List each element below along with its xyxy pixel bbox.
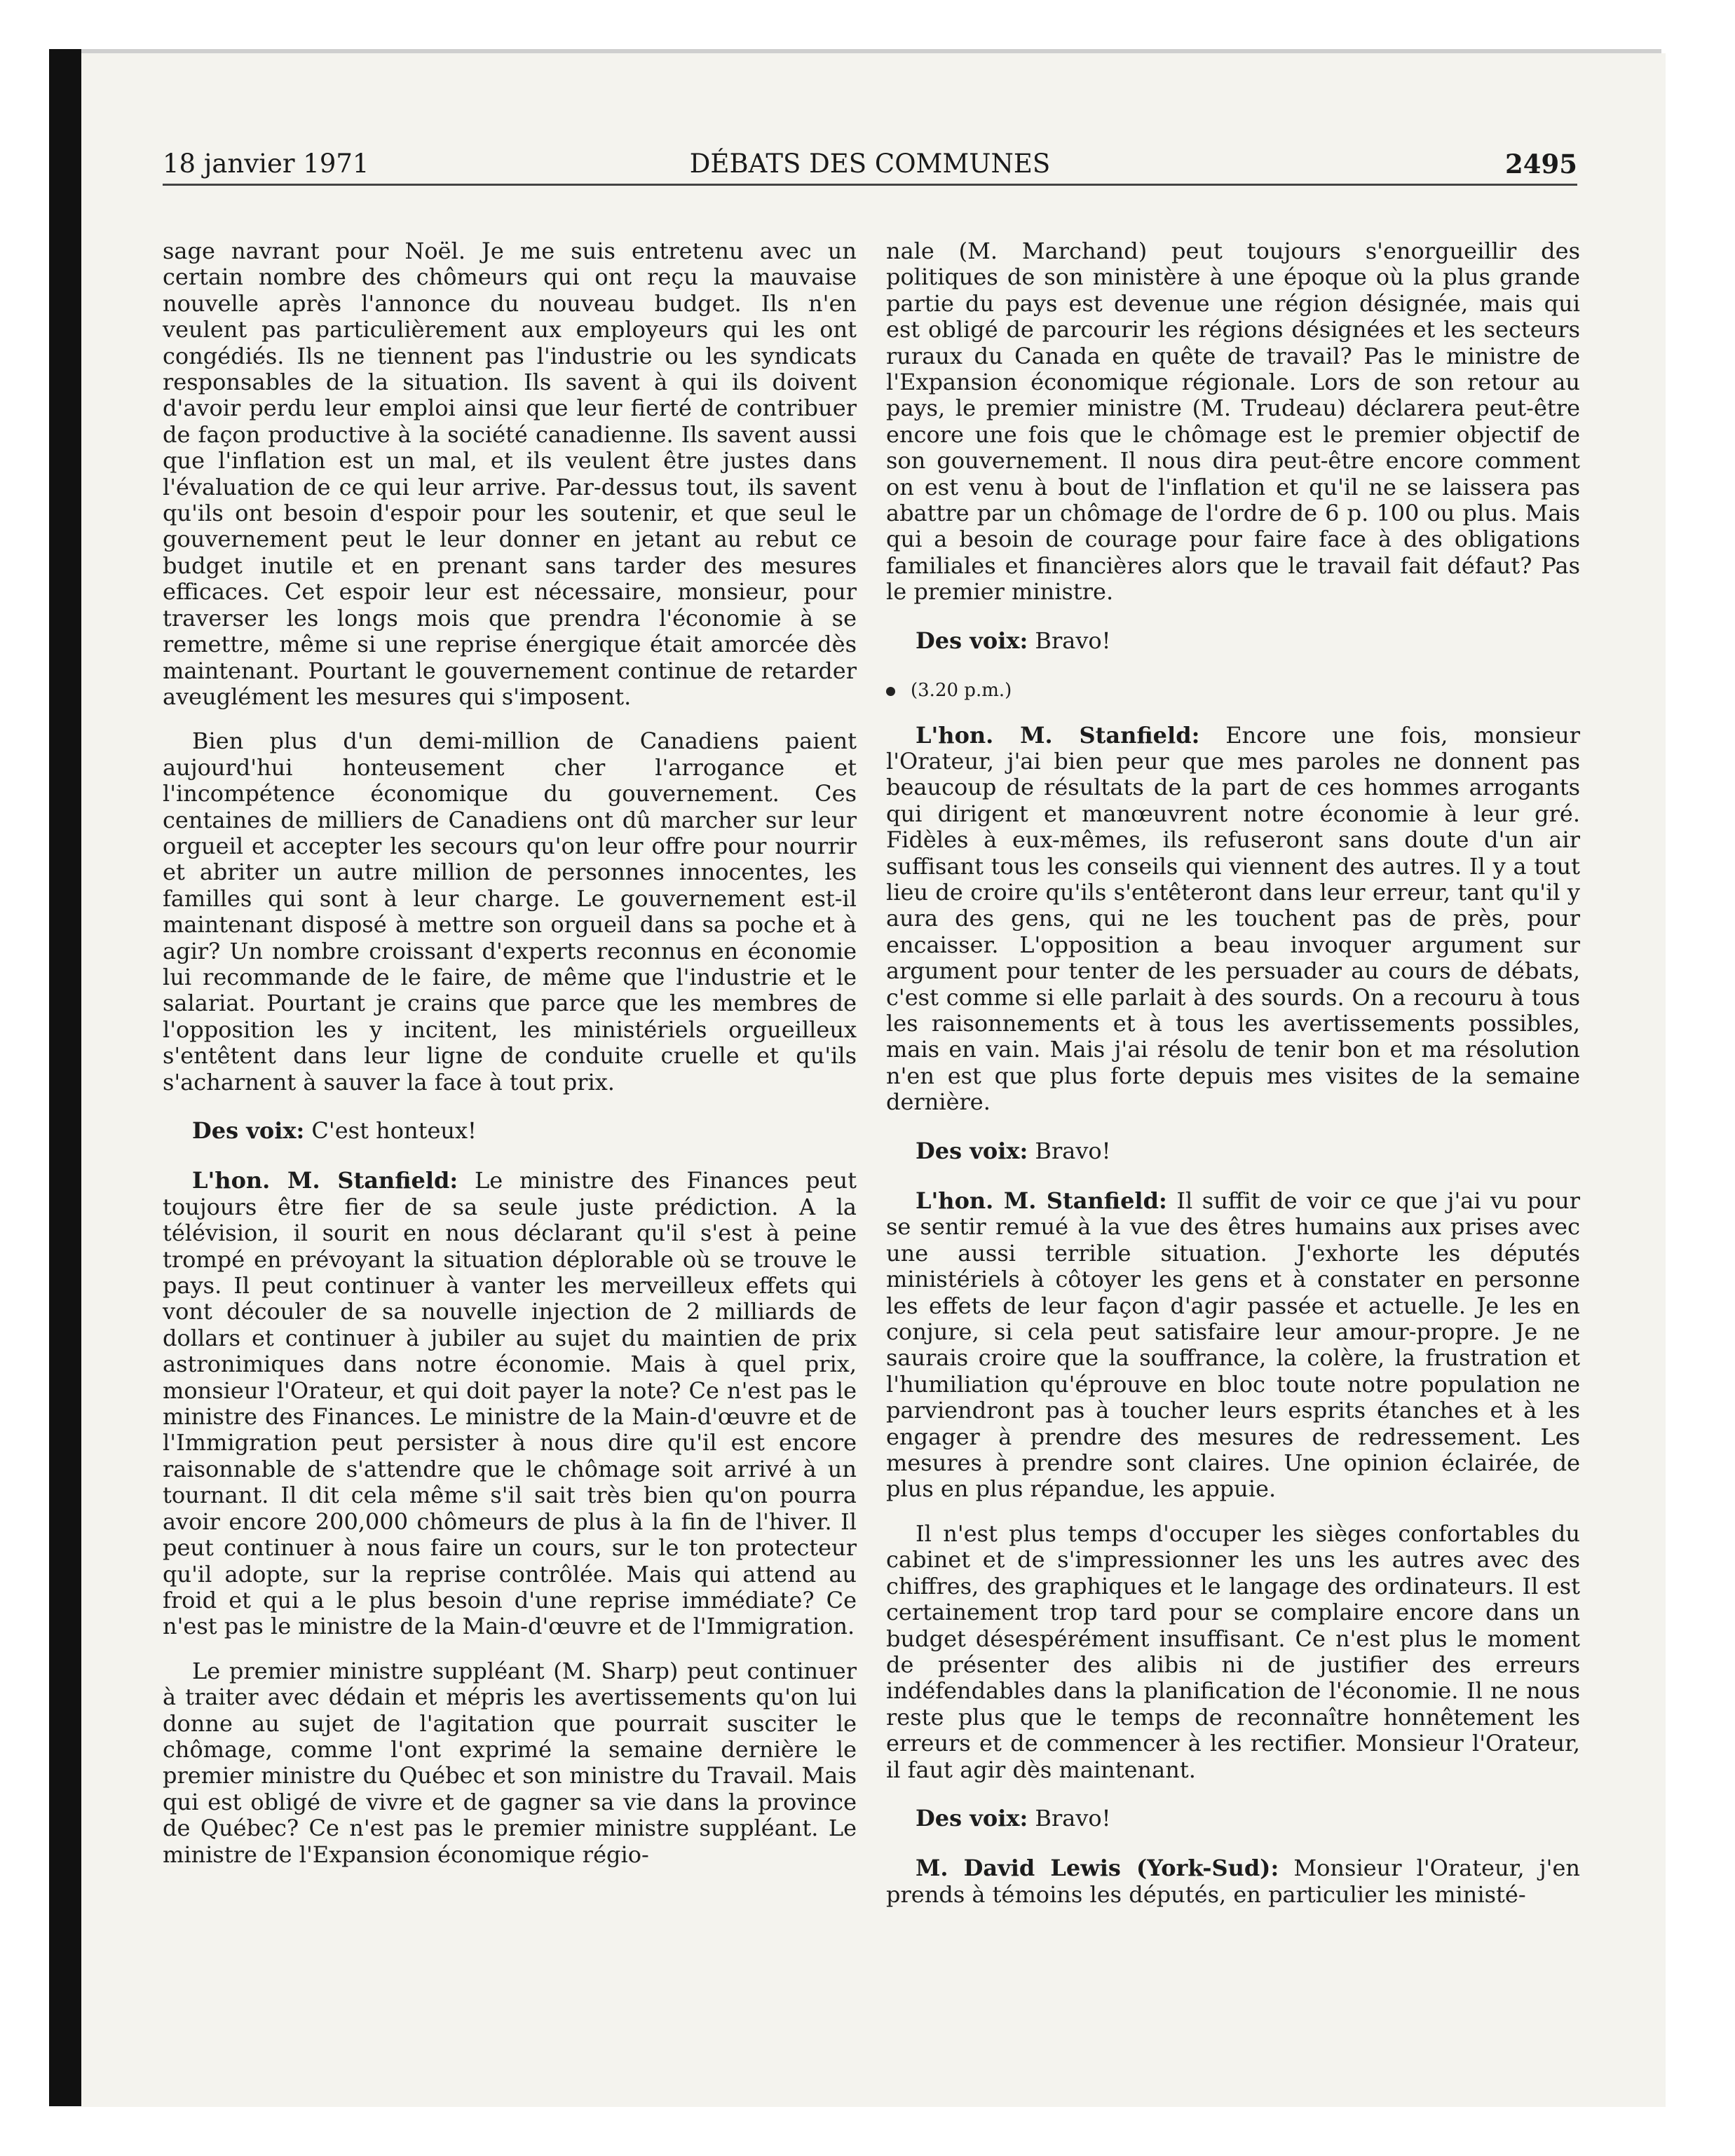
header-title: DÉBATS DES COMMUNES — [689, 149, 1051, 179]
speaker-name: Des voix: — [916, 1804, 1028, 1831]
speaker-name: Des voix: — [192, 1117, 305, 1144]
paragraph: nale (M. Marchand) peut toujours s'enorgueillir des politiques de son ministère à une époque où la plus grande partie du pays est devenue une région désignée, mais qui est obligé de parcourir les régions désignées et les secteurs ruraux du Canada en quête de travail? Pas le ministre de l'Expansion économique régionale. Lors de son retour au pays, le premier ministre (M. Trudeau) déclarera peut-être encore une fois que le chômage est le premier objectif de son gouvernement. Il nous dira peut-être encore comment on est venu à bout de l'inflation et qu'il ne se laissera pas abattre par un chômage de l'ordre de 6 p. 100 ou plus. Mais qui a besoin de courage pour faire face à des obligations familiales et financières alors que le travail fait défaut? Pas le premier ministre. — [886, 238, 1580, 606]
speech-paragraph — [886, 723, 1580, 1116]
speech-paragraph — [163, 1168, 857, 1639]
interjection-text: Bravo! — [1035, 1804, 1111, 1831]
scan-edge-left — [49, 49, 81, 2106]
interjection-text: Bravo! — [1035, 1137, 1111, 1164]
speech-text: Encore une fois, monsieur l'Orateur, j'ai bien peur que mes paroles ne donnent pas beaucoup de résultats de la part de ces hommes arrogants qui dirigent et manœuvrent notre économie à leur gré. Fidèles à eux-mêmes, ils refuseront sans doute d'un air suffisant tous les conseils qui viennent des autres. Il y a tout lieu de croire qu'ils s'entêteront dans leur erreur, tant qu'il y aura des gens, qui ne les touchent pas de près, pour encaisser. L'opposition a beau invoquer argument sur argument pour tenter de les persuader au cours de débats, c'est comme si elle parlait à des sourds. On a recouru à tous les raisonnements et à tous les avertissements possibles, mais en vain. Mais j'ai résolu de tenir bon et ma résolution n'en est que plus forte depuis mes visites de la semaine dernière. — [886, 721, 1581, 1116]
speaker-name: M. David Lewis (York-Sud): — [916, 1855, 1279, 1882]
interjection — [163, 1118, 857, 1144]
header-page-number: 2495 — [1505, 149, 1577, 179]
interjection-text: Bravo! — [1035, 627, 1111, 654]
speech-paragraph — [886, 1855, 1580, 1908]
bullet-icon — [886, 687, 895, 696]
speaker-name: Des voix: — [916, 1137, 1028, 1164]
interjection — [886, 1138, 1580, 1164]
speaker-name: Des voix: — [916, 627, 1028, 654]
paragraph: sage navrant pour Noël. Je me suis entretenu avec un certain nombre des chômeurs qui ont reçu la mauvaise nouvelle après l'annonce du nouveau budget. Ils n'en veulent pas particulièrement aux employeurs qui les ont congédiés. Ils ne tiennent pas l'industrie ou les syndicats responsables de la situation. Ils savent à qui ils doivent d'avoir perdu leur emploi ainsi que leur fierté de contribuer de façon productive à la société canadienne. Ils savent aussi que l'inflation est un mal, et ils veulent être justes dans l'évaluation de ce qui leur arrive. Par-dessus tout, ils savent qu'ils ont besoin d'espoir pour les soutenir, et que seul le gouvernement peut le leur donner en jetant au rebut ce budget inutile et en prenant sans tarder des mesures efficaces. Cet espoir leur est nécessaire, monsieur, pour traverser les longs mois que prendra l'économie à se remettre, même si une reprise énergique était amorcée dès maintenant. Pourtant le gouvernement continue de retarder aveuglément les mesures qui s'imposent. — [163, 238, 857, 710]
speech-text: Il suffit de voir ce que j'ai vu pour se sentir remué à la vue des êtres humains aux prises avec une aussi terrible situation. J'exhorte les députés ministériels à côtoyer les gens et à constater en personne les effets de leur façon d'agir passée et actuelle. Je les en conjure, si cela peut satisfaire leur amour-propre. Je ne saurais croire que la souffrance, la colère, la frustration et l'humiliation qu'éprouve en bloc toute notre population ne parviendront pas à toucher leurs esprits étanches et à les engager à prendre des mesures de redressement. Les mesures à prendre sont claires. Une opinion éclairée, de plus en plus répandue, les appuie. — [886, 1187, 1581, 1503]
interjection — [886, 1806, 1580, 1831]
paragraph: Le premier ministre suppléant (M. Sharp) peut continuer à traiter avec dédain et mépris les avertissements qu'on lui donne au sujet de l'agitation que pourrait susciter le chômage, comme l'ont exprimé la semaine dernière le premier ministre du Québec et son ministre du Travail. Mais qui est obligé de vivre et de gagner sa vie dans la province de Québec? Ce n'est pas le premier ministre suppléant. Le ministre de l'Expansion économique régio- — [163, 1657, 857, 1868]
speaker-name: L'hon. M. Stanfield: — [916, 721, 1200, 749]
timestamp-text: (3.20 p.m.) — [911, 680, 1012, 702]
speech-text: Le ministre des Finances peut toujours être fier de sa seule juste prédiction. A la télévision, il sourit en nous déclarant qu'il s'est à peine trompé en prévoyant la situation déplorable où se trouve le pays. Il peut continuer à vanter les merveilleux effets qui vont découler de sa nouvelle injection de 2 milliards de dollars et continuer à jubiler au sujet du maintien de prix astronimiques dans notre économie. Mais à quel prix, monsieur l'Orateur, et qui doit payer la note? Ce n'est pas le ministre des Finances. Le ministre de la Main-d'œuvre et de l'Immigration peut persister à nous dire qu'il est encore raisonnable de s'attendre que le chômage soit arrivé à un tournant. Il dit cela même s'il sait très bien qu'on pourra avoir encore 200,000 chômeurs de plus à la fin de l'hiver. Il peut continuer à nous faire un cours, sur le ton protecteur qu'il adopte, sur la reprise contrôlée. Mais qui attend au froid et qui a le plus besoin d'une reprise immédiate? Ce n'est pas le ministre de la Main-d'œuvre et de l'Immigration. — [163, 1167, 857, 1640]
right-column — [886, 238, 1580, 1926]
page-header — [163, 149, 1577, 186]
speech-paragraph — [886, 1188, 1580, 1503]
speech-text: Monsieur l'Orateur, j'en prends à témoins les députés, en particulier les ministé- — [886, 1855, 1581, 1908]
timestamp — [886, 678, 1580, 704]
speaker-name: L'hon. M. Stanfield: — [916, 1187, 1167, 1214]
interjection — [886, 628, 1580, 654]
paragraph: Bien plus d'un demi-million de Canadiens paient aujourd'hui honteusement cher l'arrogance et l'incompétence économique du gouvernement. Ces centaines de milliers de Canadiens ont dû marcher sur leur orgueil et accepter les secours qu'on leur offre pour nourrir et abriter un autre million de personnes innocentes, les familles qui sont à leur charge. Le gouvernement est-il maintenant disposé à mettre son orgueil dans sa poche et à agir? Un nombre croissant d'experts reconnus en économie lui recommande de le faire, de même que l'industrie et le salariat. Pourtant je crains que parce que les membres de l'opposition les y incitent, les ministériels orgueilleux s'entêtent dans leur ligne de conduite cruelle et qu'ils s'acharnent à sauver la face à tout prix. — [163, 728, 857, 1096]
header-date: 18 janvier 1971 — [163, 149, 369, 179]
left-column — [163, 238, 857, 1886]
interjection-text: C'est honteux! — [311, 1117, 477, 1144]
speaker-name: L'hon. M. Stanfield: — [192, 1167, 458, 1194]
paragraph: Il n'est plus temps d'occuper les sièges confortables du cabinet et de s'impressionner les uns les autres avec des chiffres, des graphiques et le langage des ordinateurs. Il est certainement trop tard pour se complaire encore dans un budget désespérément insuffisant. Ce n'est plus le moment de présenter des alibis ni de justifier des erreurs indéfendables dans la planification de l'économie. Il ne nous reste plus que le temps de reconnaître honnêtement les erreurs et de commencer à les rectifier. Monsieur l'Orateur, il faut agir dès maintenant. — [886, 1520, 1580, 1783]
